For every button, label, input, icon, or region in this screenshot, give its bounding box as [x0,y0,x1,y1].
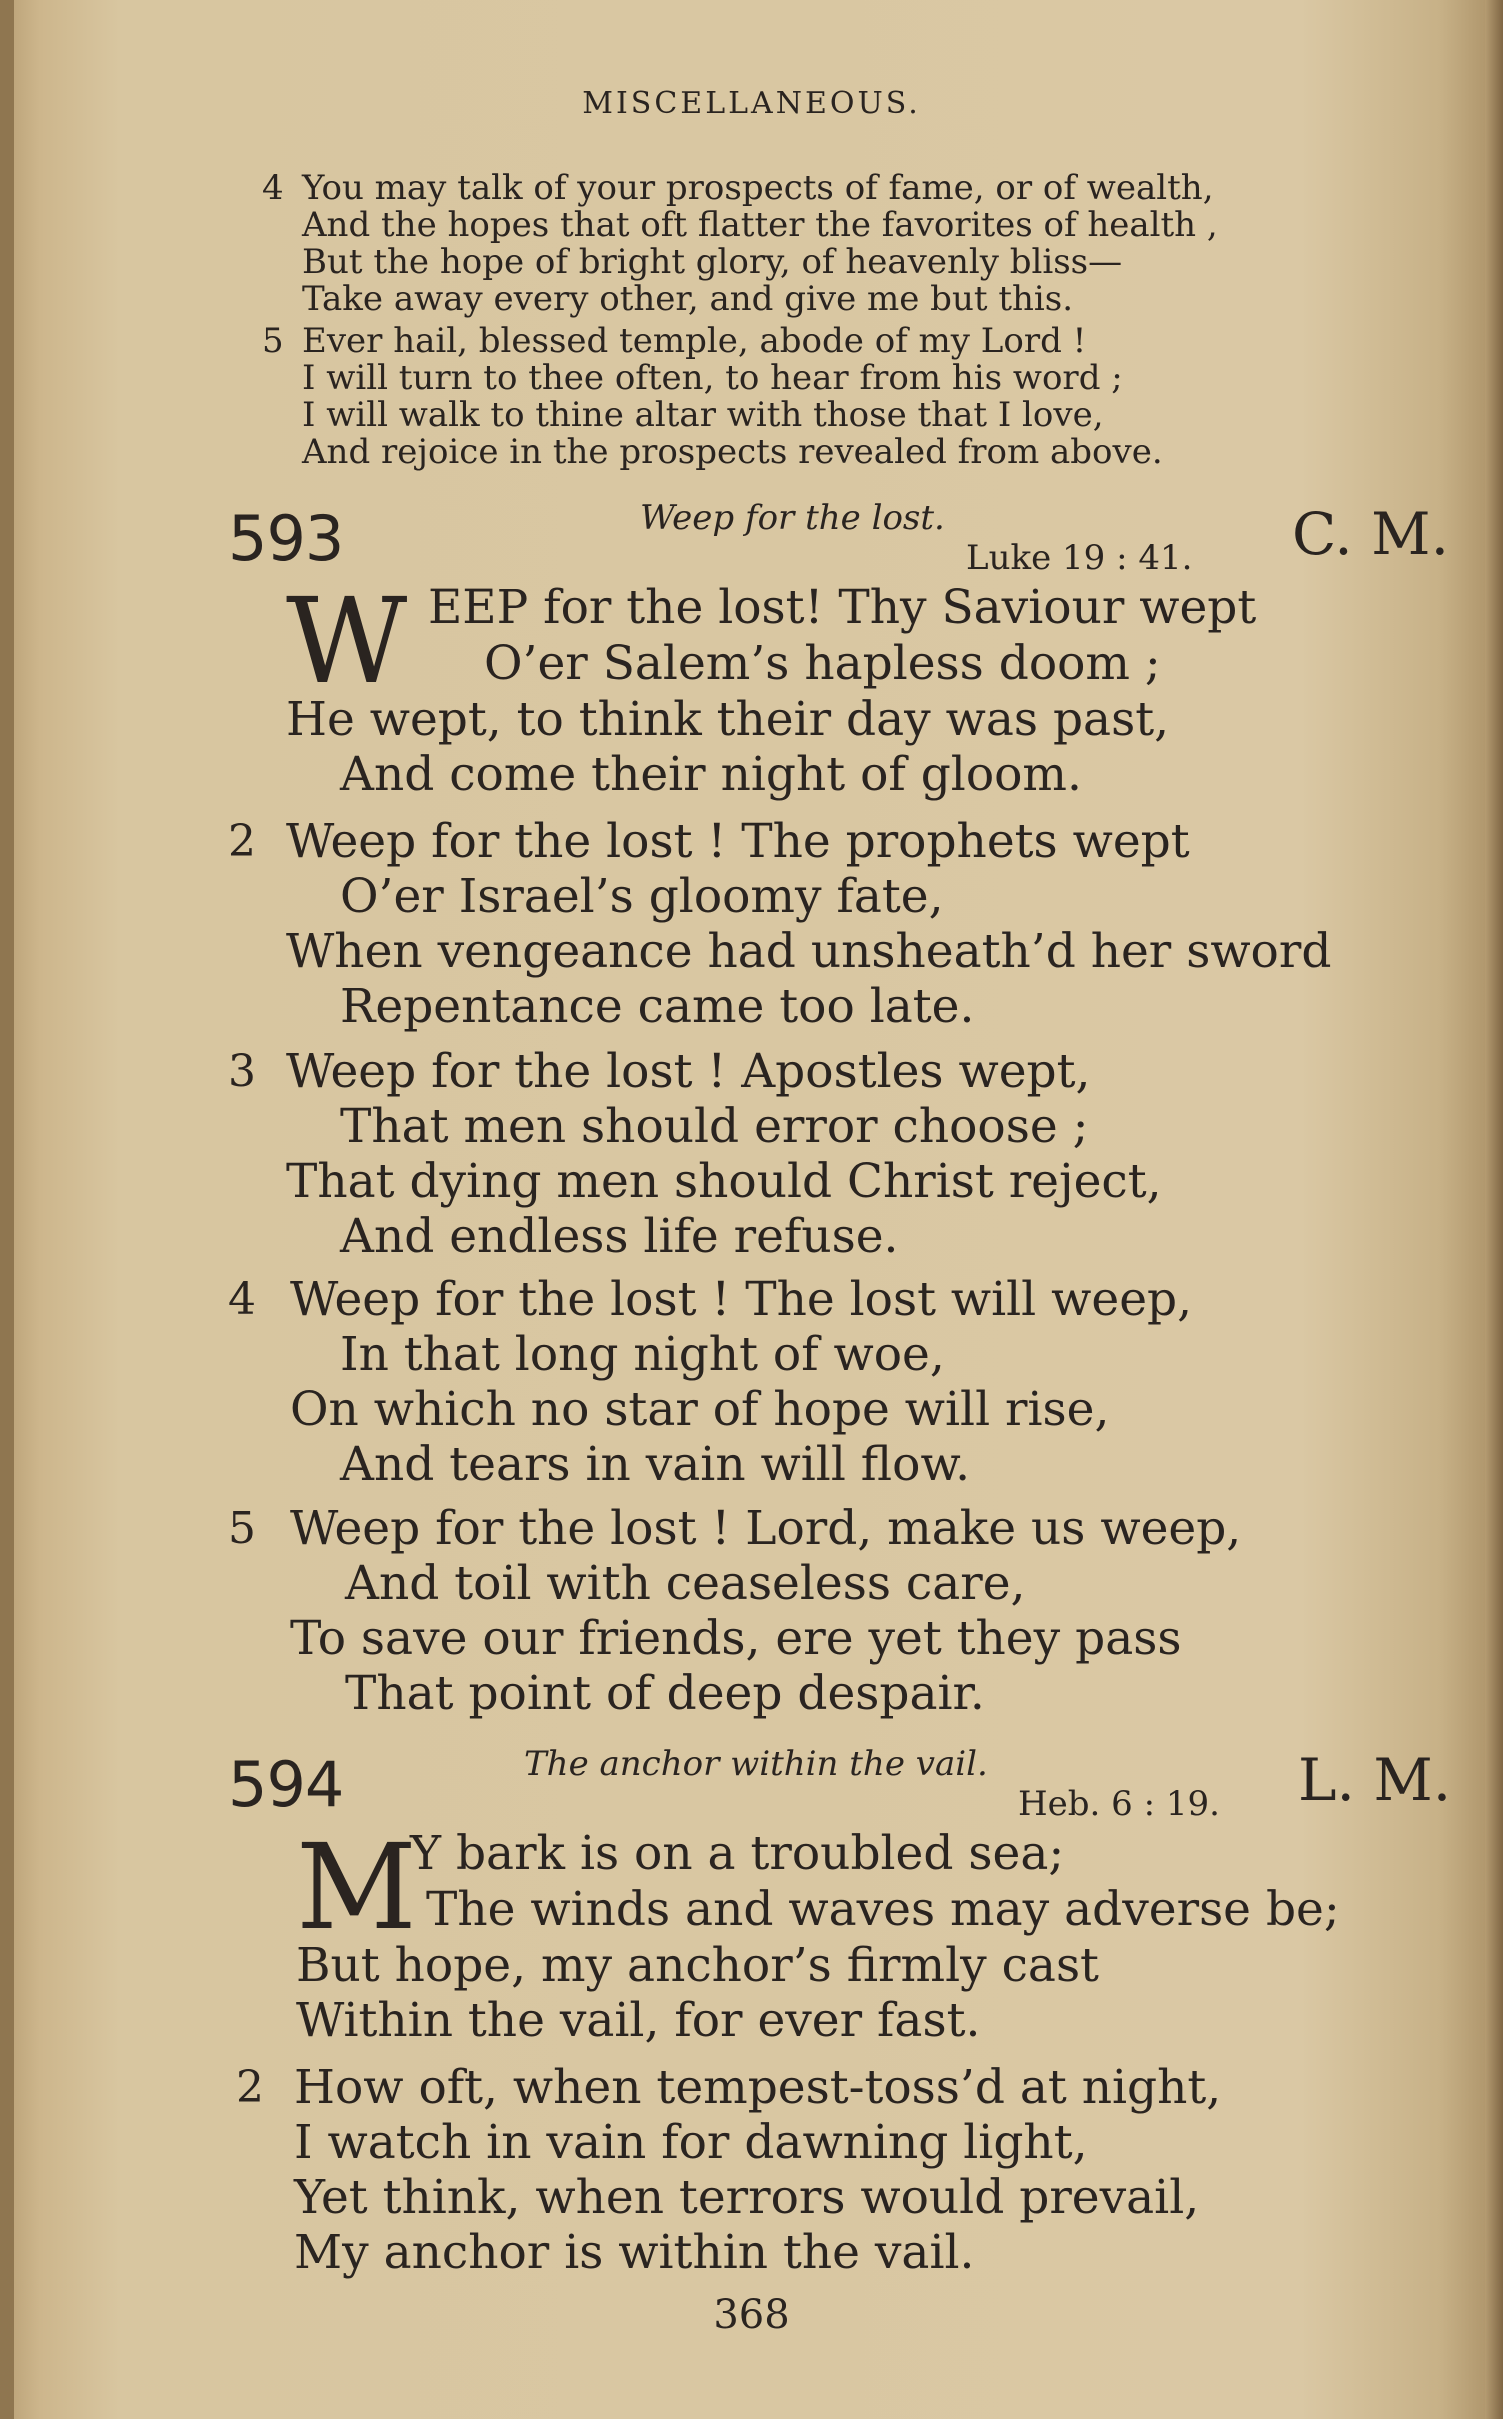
verse-line: Repentance came too late. [340,979,975,1034]
verse-line: O’er Salem’s hapless doom ; [484,636,1161,691]
page-left-edge [0,0,14,2419]
verse-line: That dying men should Christ reject, [286,1154,1162,1209]
stanza-line: But the hope of bright glory, of heavenly bliss— [302,242,1123,282]
verse-line: And tears in vain will flow. [340,1437,971,1492]
verse-line: Within the vail, for ever fast. [296,1993,981,2048]
verse-line: To save our friends, ere yet they pass [290,1611,1182,1666]
hymn-593-title: Weep for the lost. [640,498,945,538]
stanza-line: Take away every other, and give me but this. [302,279,1074,319]
stanza-line: Ever hail, blessed temple, abode of my Lord ! [302,321,1087,361]
stanza-number: 3 [228,1046,256,1097]
verse-line: Weep for the lost ! The lost will weep, [290,1272,1193,1327]
verse-line: EEP for the lost! Thy Saviour wept [428,580,1257,635]
stanza-line: And the hopes that oft flatter the favorites of health , [302,205,1218,245]
verse-line: He wept, to think their day was past, [286,692,1170,747]
verse-line: Weep for the lost ! Lord, make us weep, [290,1501,1242,1556]
verse-line: Weep for the lost ! Apostles wept, [286,1044,1091,1099]
stanza-number: 2 [228,816,256,867]
hymn-593-drop-cap: W [286,572,408,710]
verse-line: When vengeance had unsheath’d her sword [286,924,1332,979]
verse-line: And endless life refuse. [340,1209,899,1264]
verse-line: O’er Israel’s gloomy fate, [340,869,944,924]
hymn-594-reference: Heb. 6 : 19. [1018,1784,1220,1824]
verse-line: And come their night of gloom. [340,747,1082,802]
page-number: 368 [713,2292,790,2338]
verse-line: On which no star of hope will rise, [290,1382,1110,1437]
stanza-number: 4 [262,168,284,208]
verse-line: I watch in vain for dawning light, [294,2115,1088,2170]
stanza-number: 5 [262,321,284,361]
prev-stanza-4 [262,170,1218,318]
verse-line: But hope, my anchor’s firmly cast [296,1938,1099,1993]
hymn-594-drop-cap: M [296,1818,417,1956]
stanza-line: You may talk of your prospects of fame, or of wealth, [302,168,1214,208]
stanza-line: I will turn to thee often, to hear from his word ; [302,358,1123,398]
stanza-number: 5 [228,1503,256,1554]
page-right-edge [1485,0,1503,2419]
hymn-593-reference: Luke 19 : 41. [966,538,1193,578]
hymn-593-number: 593 [228,502,344,575]
hymn-594-number: 594 [228,1748,344,1821]
verse-line: And toil with ceaseless care, [345,1556,1026,1611]
running-header: MISCELLANEOUS. [582,86,921,121]
prev-stanza-5 [262,323,1163,471]
verse-line: That men should error choose ; [340,1099,1089,1154]
stanza-line: And rejoice in the prospects revealed from above. [302,432,1163,472]
verse-line: The winds and waves may adverse be; [426,1882,1340,1937]
stanza-number: 2 [236,2062,264,2113]
verse-line: How oft, when tempest-toss’d at night, [294,2060,1222,2115]
verse-line: Y bark is on a troubled sea; [410,1826,1065,1881]
verse-line: Weep for the lost ! The prophets wept [286,814,1190,869]
stanza-line: I will walk to thine altar with those that I love, [302,395,1104,435]
hymn-594-meter: L. M. [1298,1746,1452,1814]
hymn-594-title: The anchor within the vail. [524,1744,988,1784]
hymn-593-meter: C. M. [1292,500,1450,568]
verse-line: My anchor is within the vail. [294,2225,975,2280]
verse-line: Yet think, when terrors would prevail, [294,2170,1200,2225]
verse-line: That point of deep despair. [345,1666,985,1721]
stanza-number: 4 [228,1274,256,1325]
verse-line: In that long night of woe, [340,1327,945,1382]
